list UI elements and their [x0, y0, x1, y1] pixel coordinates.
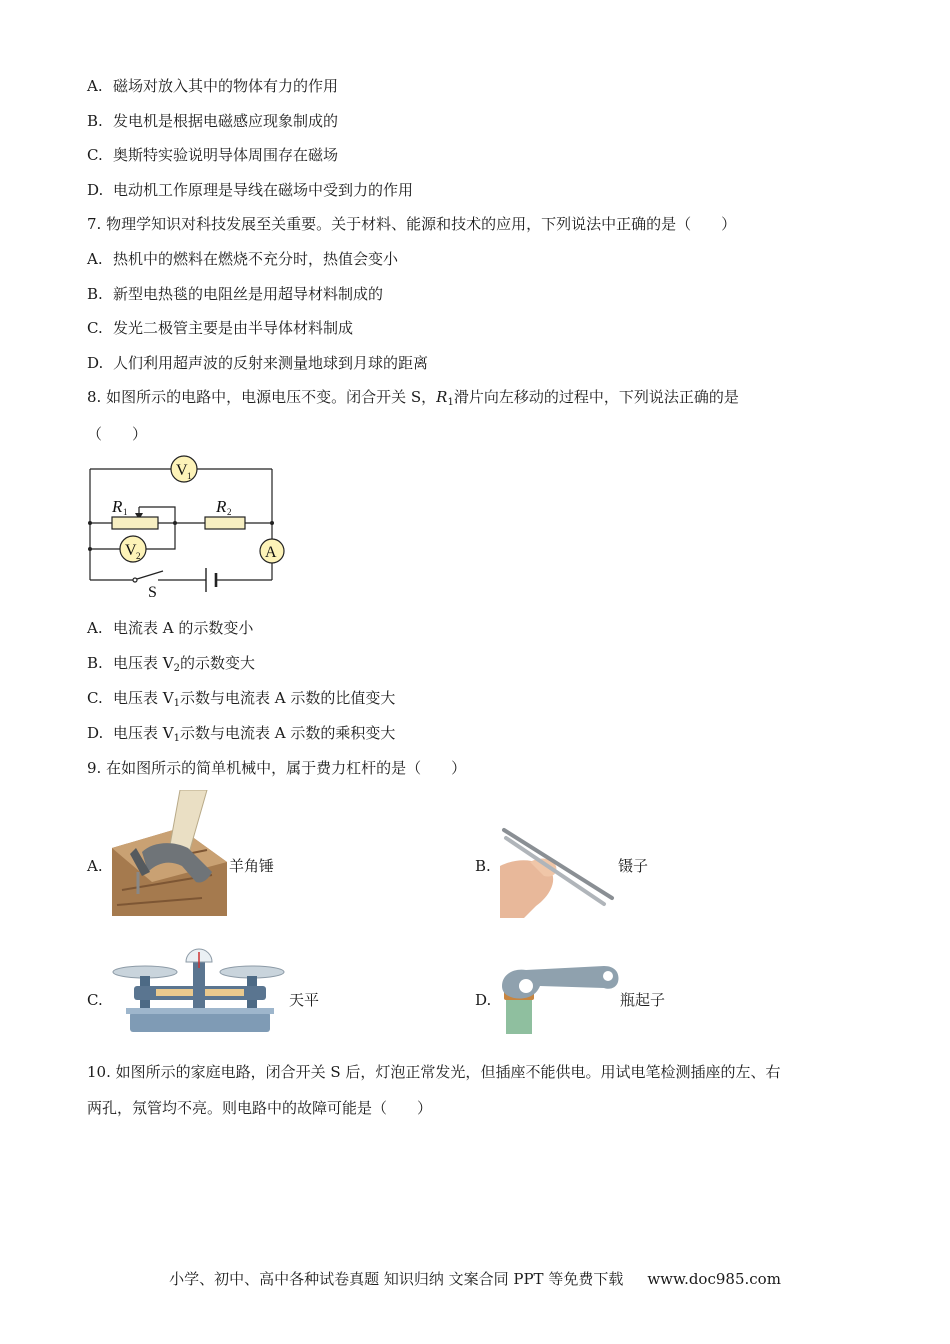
- ammeter-label: A: [265, 544, 277, 561]
- v1-subscript: 1: [187, 471, 192, 481]
- q7-stem: 7. 物理学知识对科技发展至关重要。关于材料、能源和技术的应用，下列说法中正确的是（ ）: [87, 215, 737, 233]
- q9-option-a-label: 羊角锤: [229, 857, 275, 875]
- q9-option-b-letter: B.: [475, 857, 491, 875]
- footer-link[interactable]: www.doc985.com: [647, 1270, 781, 1288]
- q6-option-c: C. 奥斯特实验说明导体周围存在磁场: [87, 146, 339, 164]
- q10-stem-line1: 10. 如图所示的家庭电路，闭合开关 S 后，灯泡正常发光，但插座不能供电。用试电笔检测插座的左、右: [87, 1063, 781, 1081]
- v1-label: V: [176, 462, 188, 479]
- q7-option-c: C. 发光二极管主要是由半导体材料制成: [87, 319, 354, 337]
- r1-resistor: [112, 517, 158, 529]
- q9-stem: 9. 在如图所示的简单机械中，属于费力杠杆的是（ ）: [87, 759, 467, 777]
- r2-subscript: 2: [227, 507, 232, 517]
- q8-option-d: D. 电压表 $V_1$示数与电流表 A 示数的乘积变大: [87, 724, 396, 744]
- q6-option-b: B. 发电机是根据电磁感应现象制成的: [87, 112, 339, 130]
- switch-label: S: [148, 584, 157, 600]
- q9-option-b-label: 镊子: [618, 857, 649, 875]
- q10-stem-line2: 两孔，氖管均不亮。则电路中的故障可能是（ ）: [87, 1099, 433, 1117]
- q9-option-c-letter: C.: [87, 991, 103, 1009]
- claw-hammer-icon: [112, 790, 227, 916]
- circuit-diagram: [85, 452, 295, 600]
- v2-subscript: 2: [136, 551, 141, 561]
- q9-option-c-label: 天平: [289, 991, 320, 1009]
- q6-option-d: D. 电动机工作原理是导线在磁场中受到力的作用: [87, 181, 414, 199]
- q9-option-d-letter: D.: [475, 991, 492, 1009]
- r2-resistor: [205, 517, 245, 529]
- q7-option-d: D. 人们利用超声波的反射来测量地球到月球的距离: [87, 354, 429, 372]
- bottle-opener-icon: [500, 962, 620, 1034]
- q6-option-a: A. 磁场对放入其中的物体有力的作用: [87, 77, 339, 95]
- q8-stem-line2: （ ）: [87, 425, 148, 443]
- balance-scale-icon: [112, 948, 287, 1034]
- q8-stem: 8. 如图所示的电路中，电源电压不变。闭合开关 S，$R_1$滑片向左移动的过程中，下列说法正确的是: [87, 388, 739, 408]
- footer-text: 小学、初中、高中各种试卷真题 知识归纳 文案合同 PPT 等免费下载: [169, 1270, 624, 1288]
- v2-label: V: [125, 542, 137, 559]
- r2-label: R: [216, 497, 227, 516]
- q8-option-c: C. 电压表 $V_1$示数与电流表 A 示数的比值变大: [87, 689, 396, 709]
- q9-option-a-letter: A.: [87, 857, 103, 875]
- q8-option-b: B. 电压表 $V_2$的示数变大: [87, 654, 255, 674]
- q9-option-d-label: 瓶起子: [620, 991, 666, 1009]
- r1-label: R: [112, 497, 123, 516]
- q7-option-a: A. 热机中的燃料在燃烧不充分时，热值会变小: [87, 250, 399, 268]
- page-footer: [0, 1268, 950, 1290]
- r1-subscript: 1: [123, 507, 128, 517]
- q7-option-b: B. 新型电热毯的电阻丝是用超导材料制成的: [87, 285, 384, 303]
- tweezers-icon: [500, 826, 618, 918]
- q8-option-a: A. 电流表 A 的示数变小: [87, 619, 254, 637]
